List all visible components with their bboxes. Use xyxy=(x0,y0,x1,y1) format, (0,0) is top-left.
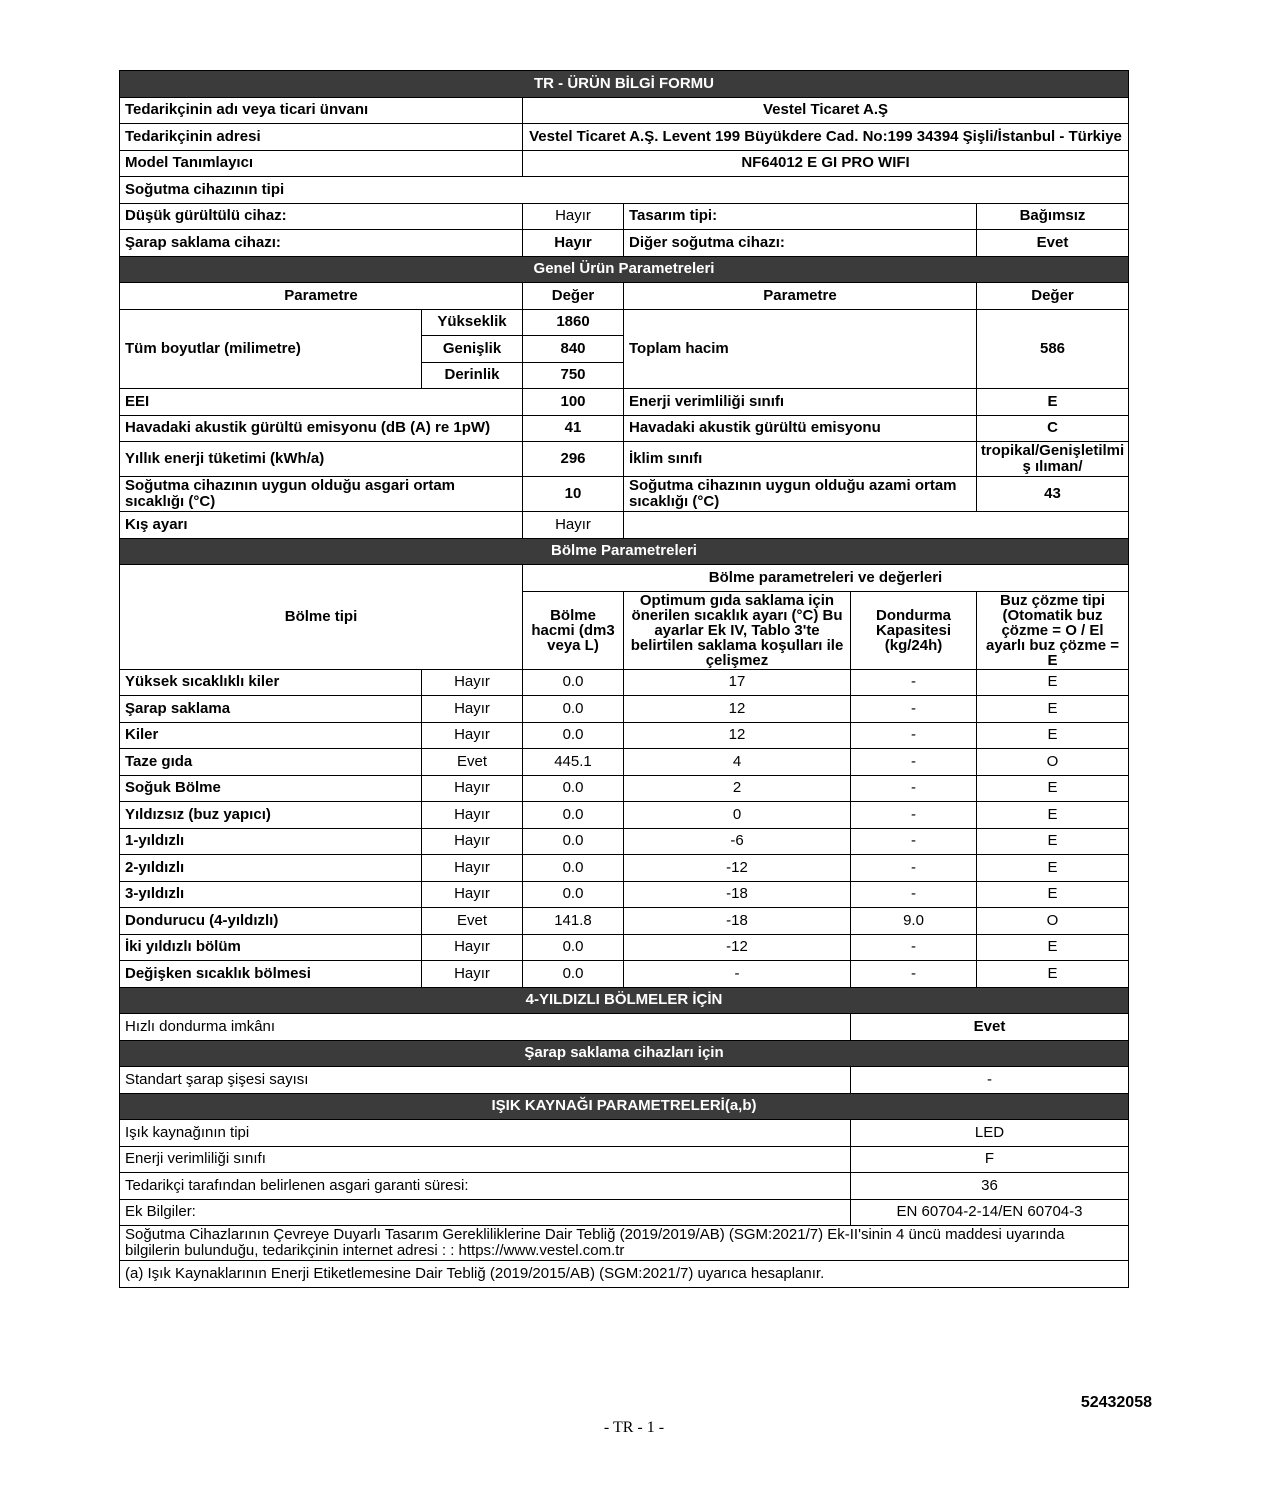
compartment-name: Dondurucu (4-yıldızlı) xyxy=(120,908,422,935)
supplier-address-label: Tedarikçinin adresi xyxy=(120,124,523,151)
wine-storage-value: Hayır xyxy=(523,230,624,257)
compartment-name: Kiler xyxy=(120,722,422,749)
light-type-label: Işık kaynağının tipi xyxy=(120,1120,851,1147)
compartment-defrost: E xyxy=(977,802,1129,829)
compartment-present: Hayır xyxy=(422,802,523,829)
climate-class-value: tropikal/Genişletilmiş ılıman/ xyxy=(977,442,1129,477)
compartment-present: Hayır xyxy=(422,669,523,696)
compartment-present: Hayır xyxy=(422,855,523,882)
compartment-defrost: E xyxy=(977,961,1129,988)
wine-storage-label: Şarap saklama cihazı: xyxy=(120,230,523,257)
compartment-row xyxy=(120,696,1129,723)
compartment-freeze: - xyxy=(851,802,977,829)
other-appliance-value: Evet xyxy=(977,230,1129,257)
compartment-freeze: - xyxy=(851,775,977,802)
compartment-volume: 0.0 xyxy=(523,775,624,802)
compartment-freeze: - xyxy=(851,881,977,908)
width-value: 840 xyxy=(523,336,624,363)
compartment-defrost: O xyxy=(977,908,1129,935)
noise-class-label: Havadaki akustik gürültü emisyonu xyxy=(624,415,977,442)
design-type-label: Tasarım tipi: xyxy=(624,203,977,230)
compartment-row xyxy=(120,775,1129,802)
noise-class-value: C xyxy=(977,415,1129,442)
height-label: Yükseklik xyxy=(422,309,523,336)
compartment-temp: -12 xyxy=(624,855,851,882)
eei-label: EEI xyxy=(120,389,523,416)
light-class-label: Enerji verimliliği sınıfı xyxy=(120,1146,851,1173)
compartment-name: Yüksek sıcaklıklı kiler xyxy=(120,669,422,696)
compartment-defrost: O xyxy=(977,749,1129,776)
compartment-defrost: E xyxy=(977,828,1129,855)
compartment-freeze: - xyxy=(851,669,977,696)
compartment-defrost: E xyxy=(977,855,1129,882)
value-header-left: Değer xyxy=(523,283,624,310)
compartment-volume: 0.0 xyxy=(523,722,624,749)
winter-setting-value: Hayır xyxy=(523,512,624,539)
climate-class-label: İklim sınıfı xyxy=(624,442,977,477)
param-header-left: Parametre xyxy=(120,283,523,310)
compartment-row xyxy=(120,828,1129,855)
compartment-row xyxy=(120,749,1129,776)
compartment-volume-header: Bölme hacmi (dm3 veya L) xyxy=(523,591,624,669)
height-value: 1860 xyxy=(523,309,624,336)
total-volume-value: 586 xyxy=(977,309,1129,389)
four-star-section: 4-YILDIZLI BÖLMELER İÇİN xyxy=(120,987,1129,1014)
compartment-volume: 0.0 xyxy=(523,934,624,961)
compartment-name: Değişken sıcaklık bölmesi xyxy=(120,961,422,988)
compartment-temp: -6 xyxy=(624,828,851,855)
compartment-name: Taze gıda xyxy=(120,749,422,776)
compartment-present: Hayır xyxy=(422,934,523,961)
noise-value: 41 xyxy=(523,415,624,442)
compartment-freeze: - xyxy=(851,749,977,776)
compartment-temp: 4 xyxy=(624,749,851,776)
compartment-present: Hayır xyxy=(422,961,523,988)
appliance-type-heading: Soğutma cihazının tipi xyxy=(120,177,1129,204)
min-ambient-temp-label: Soğutma cihazının uygun olduğu asgari ortam sıcaklığı (°C) xyxy=(120,477,523,512)
page-number: - TR - 1 - xyxy=(603,1419,665,1436)
energy-class-label: Enerji verimliliği sınıfı xyxy=(624,389,977,416)
winter-setting-label: Kış ayarı xyxy=(120,512,523,539)
compartment-row xyxy=(120,961,1129,988)
compartment-present: Evet xyxy=(422,908,523,935)
compartment-volume: 0.0 xyxy=(523,961,624,988)
depth-value: 750 xyxy=(523,362,624,389)
compartment-volume: 0.0 xyxy=(523,828,624,855)
compartment-volume: 141.8 xyxy=(523,908,624,935)
compartment-volume: 0.0 xyxy=(523,696,624,723)
compartment-row xyxy=(120,934,1129,961)
supplier-name-value: Vestel Ticaret A.Ş xyxy=(523,97,1129,124)
compartment-freeze: - xyxy=(851,961,977,988)
compartment-temp: 12 xyxy=(624,696,851,723)
compartment-name: 1-yıldızlı xyxy=(120,828,422,855)
other-appliance-label: Diğer soğutma cihazı: xyxy=(624,230,977,257)
compartment-temp: 17 xyxy=(624,669,851,696)
warranty-value: 36 xyxy=(851,1173,1129,1200)
compartment-row xyxy=(120,908,1129,935)
compartment-freeze: - xyxy=(851,696,977,723)
regulation-note: Soğutma Cihazlarının Çevreye Duyarlı Tasarım Gerekliliklerine Dair Tebliğ (2019/2019/AB) (SGM:2021/7) Ek-II'sinin 4 üncü maddesi uyarında bilgilerin bulunduğu, tedarikçinin internet adresi : : https://www.vestel.com.tr xyxy=(120,1226,1129,1261)
defrost-type-header: Buz çözme tipi (Otomatik buz çözme = O / El ayarlı buz çözme = E xyxy=(977,591,1129,669)
compartment-temp: 2 xyxy=(624,775,851,802)
total-volume-label: Toplam hacim xyxy=(624,309,977,389)
annual-energy-label: Yıllık enerji tüketimi (kWh/a) xyxy=(120,442,523,477)
product-info-sheet xyxy=(119,70,1128,1288)
annual-energy-value: 296 xyxy=(523,442,624,477)
freezing-capacity-header: Dondurma Kapasitesi (kg/24h) xyxy=(851,591,977,669)
compartment-volume: 0.0 xyxy=(523,802,624,829)
footnote-a: (a) Işık Kaynaklarının Enerji Etiketlemesine Dair Tebliğ (2019/2015/AB) (SGM:2021/7) uyarıca hesaplanır. xyxy=(120,1261,1129,1288)
compartment-defrost: E xyxy=(977,669,1129,696)
warranty-label: Tedarikçi tarafından belirlenen asgari garanti süresi: xyxy=(120,1173,851,1200)
max-ambient-temp-label: Soğutma cihazının uygun olduğu azami ortam sıcaklığı (°C) xyxy=(624,477,977,512)
compartment-params-section: Bölme Parametreleri xyxy=(120,538,1129,565)
compartment-defrost: E xyxy=(977,881,1129,908)
dimensions-label: Tüm boyutlar (milimetre) xyxy=(120,309,422,389)
compartment-temp: -18 xyxy=(624,908,851,935)
compartment-temp: 0 xyxy=(624,802,851,829)
supplier-address-value: Vestel Ticaret A.Ş. Levent 199 Büyükdere Cad. No:199 34394 Şişli/İstanbul - Türkiye xyxy=(523,124,1129,151)
width-label: Genişlik xyxy=(422,336,523,363)
light-source-section: IŞIK KAYNAĞI PARAMETRELERİ(a,b) xyxy=(120,1093,1129,1120)
compartment-defrost: E xyxy=(977,775,1129,802)
compartment-row xyxy=(120,881,1129,908)
compartment-present: Hayır xyxy=(422,775,523,802)
param-header-right: Parametre xyxy=(624,283,977,310)
light-class-value: F xyxy=(851,1146,1129,1173)
compartment-volume: 0.0 xyxy=(523,855,624,882)
form-title: TR - ÜRÜN BİLGİ FORMU xyxy=(120,71,1129,98)
compartment-present: Hayır xyxy=(422,722,523,749)
model-value: NF64012 E GI PRO WIFI xyxy=(523,150,1129,177)
compartment-freeze: - xyxy=(851,722,977,749)
compartment-volume: 445.1 xyxy=(523,749,624,776)
product-info-table xyxy=(119,70,1129,1288)
low-noise-label: Düşük gürültülü cihaz: xyxy=(120,203,523,230)
fast-freeze-value: Evet xyxy=(851,1014,1129,1041)
compartment-name: Şarap saklama xyxy=(120,696,422,723)
compartment-freeze: - xyxy=(851,855,977,882)
compartment-name: 2-yıldızlı xyxy=(120,855,422,882)
wine-bottles-value: - xyxy=(851,1067,1129,1094)
extra-info-value: EN 60704-2-14/EN 60704-3 xyxy=(851,1199,1129,1226)
compartment-freeze: - xyxy=(851,934,977,961)
compartment-row xyxy=(120,669,1129,696)
compartment-name: Soğuk Bölme xyxy=(120,775,422,802)
noise-label: Havadaki akustik gürültü emisyonu (dB (A) re 1pW) xyxy=(120,415,523,442)
max-ambient-temp-value: 43 xyxy=(977,477,1129,512)
compartment-temp: -18 xyxy=(624,881,851,908)
compartment-present: Hayır xyxy=(422,828,523,855)
compartment-freeze: - xyxy=(851,828,977,855)
compartment-defrost: E xyxy=(977,722,1129,749)
compartment-name: Yıldızsız (buz yapıcı) xyxy=(120,802,422,829)
compartment-temp: 12 xyxy=(624,722,851,749)
design-type-value: Bağımsız xyxy=(977,203,1129,230)
compartment-row xyxy=(120,855,1129,882)
compartment-name: İki yıldızlı bölüm xyxy=(120,934,422,961)
compartment-temp: -12 xyxy=(624,934,851,961)
compartment-present: Evet xyxy=(422,749,523,776)
supplier-name-label: Tedarikçinin adı veya ticari ünvanı xyxy=(120,97,523,124)
compartment-type-header: Bölme tipi xyxy=(120,565,523,670)
light-type-value: LED xyxy=(851,1120,1129,1147)
compartment-volume: 0.0 xyxy=(523,881,624,908)
compartment-row xyxy=(120,722,1129,749)
compartment-row xyxy=(120,802,1129,829)
compartment-temp: - xyxy=(624,961,851,988)
document-code: 52432058 xyxy=(1080,1394,1152,1411)
compartment-volume: 0.0 xyxy=(523,669,624,696)
value-header-right: Değer xyxy=(977,283,1129,310)
compartment-freeze: 9.0 xyxy=(851,908,977,935)
general-params-section: Genel Ürün Parametreleri xyxy=(120,256,1129,283)
compartment-present: Hayır xyxy=(422,696,523,723)
low-noise-value: Hayır xyxy=(523,203,624,230)
wine-section: Şarap saklama cihazları için xyxy=(120,1040,1129,1067)
depth-label: Derinlik xyxy=(422,362,523,389)
compartment-present: Hayır xyxy=(422,881,523,908)
extra-info-label: Ek Bilgiler: xyxy=(120,1199,851,1226)
compartment-defrost: E xyxy=(977,934,1129,961)
compartment-name: 3-yıldızlı xyxy=(120,881,422,908)
fast-freeze-label: Hızlı dondurma imkânı xyxy=(120,1014,851,1041)
compartment-defrost: E xyxy=(977,696,1129,723)
model-label: Model Tanımlayıcı xyxy=(120,150,523,177)
wine-bottles-label: Standart şarap şişesi sayısı xyxy=(120,1067,851,1094)
eei-value: 100 xyxy=(523,389,624,416)
compartment-subheader: Bölme parametreleri ve değerleri xyxy=(523,565,1129,592)
min-ambient-temp-value: 10 xyxy=(523,477,624,512)
recommended-temp-header: Optimum gıda saklama için önerilen sıcaklık ayarı (°C) Bu ayarlar Ek IV, Tablo 3'te belirtilen saklama koşulları ile çelişmez xyxy=(624,591,851,669)
energy-class-value: E xyxy=(977,389,1129,416)
empty-cell xyxy=(624,512,1129,539)
